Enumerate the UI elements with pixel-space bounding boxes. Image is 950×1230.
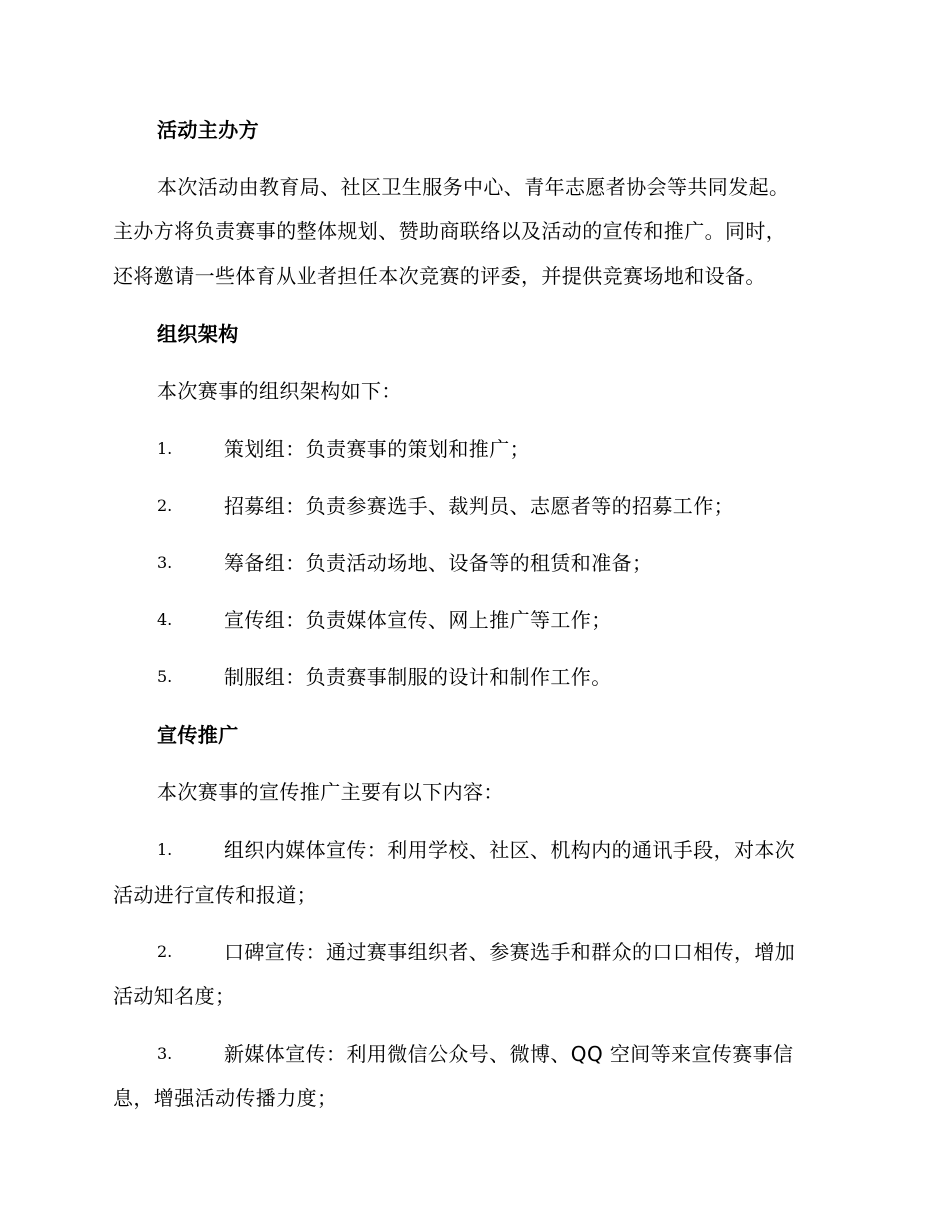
list-item-number: 1. bbox=[157, 840, 173, 859]
list-item: 宣传组：负责媒体宣传、网上推广等工作； bbox=[224, 608, 612, 632]
list-item-number: 3. bbox=[157, 1044, 173, 1063]
paragraph-line: 本次活动由教育局、社区卫生服务中心、青年志愿者协会等共同发起。 bbox=[157, 175, 790, 199]
list-item-number: 2. bbox=[157, 496, 173, 515]
list-item: 口碑宣传：通过赛事组织者、参赛选手和群众的口口相传，增加 bbox=[224, 940, 796, 964]
list-item-number: 5. bbox=[157, 667, 173, 686]
list-item-number: 3. bbox=[157, 553, 173, 572]
paragraph-line: 主办方将负责赛事的整体规划、赞助商联络以及活动的宣传和推广。同时， bbox=[113, 219, 787, 243]
list-item-continuation: 活动知名度； bbox=[113, 984, 236, 1008]
list-item: 策划组：负责赛事的策划和推广； bbox=[224, 437, 530, 461]
paragraph-line: 还将邀请一些体育从业者担任本次竞赛的评委，并提供竞赛场地和设备。 bbox=[113, 264, 766, 288]
section-intro: 本次赛事的组织架构如下： bbox=[157, 379, 402, 403]
list-item-continuation: 息，增强活动传播力度； bbox=[113, 1086, 338, 1110]
section-heading-promotion: 宣传推广 bbox=[157, 723, 239, 747]
list-item-number: 4. bbox=[157, 610, 173, 629]
section-heading-organizer: 活动主办方 bbox=[157, 118, 259, 142]
list-item-number: 2. bbox=[157, 942, 173, 961]
section-intro: 本次赛事的宣传推广主要有以下内容： bbox=[157, 780, 504, 804]
list-item: 组织内媒体宣传：利用学校、社区、机构内的通讯手段，对本次 bbox=[224, 838, 796, 862]
list-item: 制服组：负责赛事制服的设计和制作工作。 bbox=[224, 665, 612, 689]
list-item: 筹备组：负责活动场地、设备等的租赁和准备； bbox=[224, 551, 653, 575]
list-item-number: 1. bbox=[157, 439, 173, 458]
list-item: 招募组：负责参赛选手、裁判员、志愿者等的招募工作； bbox=[224, 494, 734, 518]
list-item-continuation: 活动进行宣传和报道； bbox=[113, 883, 317, 907]
section-heading-structure: 组织架构 bbox=[157, 322, 239, 346]
list-item: 新媒体宣传：利用微信公众号、微博、QQ 空间等来宣传赛事信 bbox=[224, 1042, 794, 1066]
